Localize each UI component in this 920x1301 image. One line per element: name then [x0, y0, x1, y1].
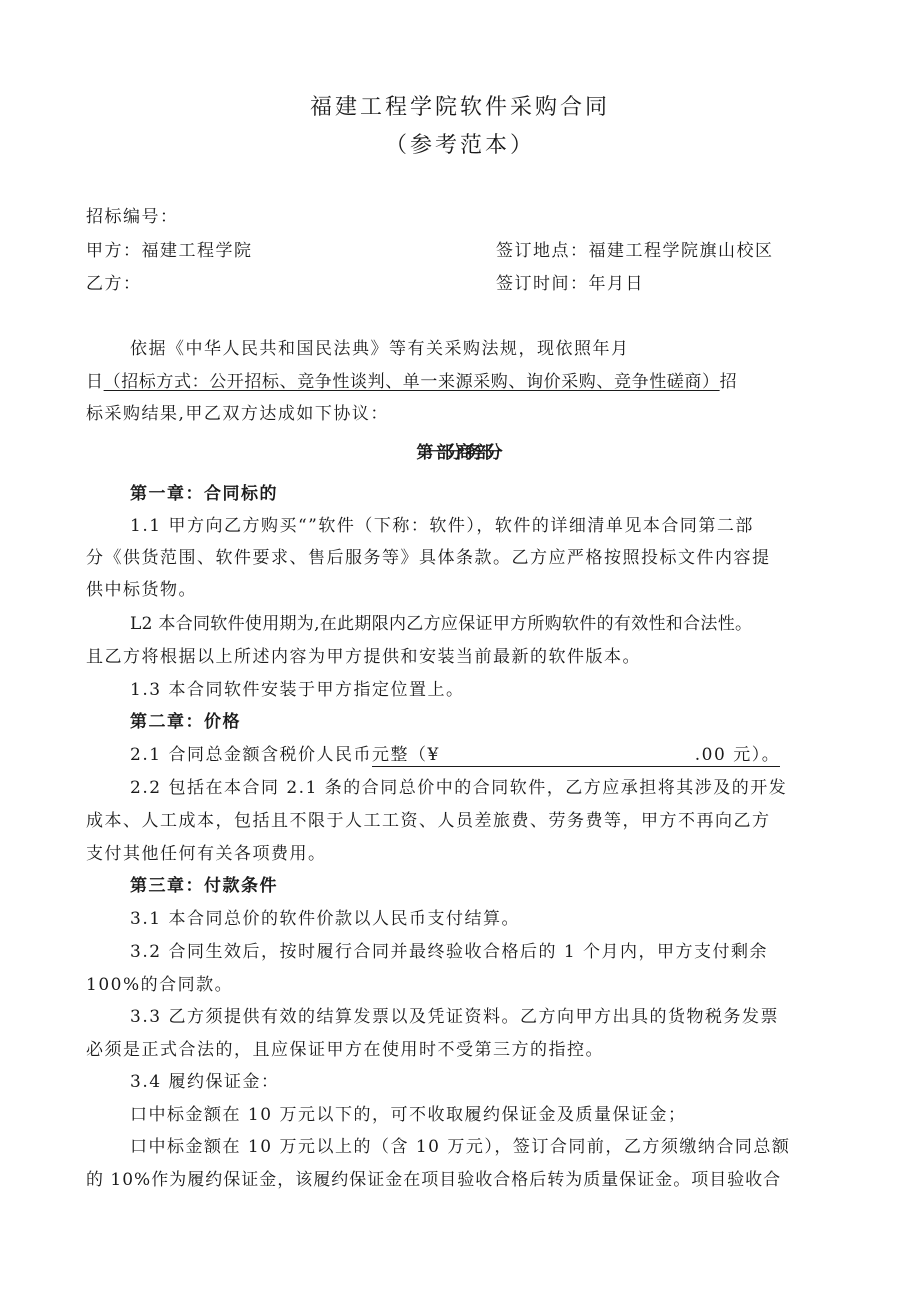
intro-line-1: 依据《中华人民共和国民法典》等有关采购法规，现依照年月	[130, 339, 630, 359]
clause-3-3-line-1: 3.3 乙方须提供有效的结算发票以及凭证资料。乙方向甲方出具的货物税务发票	[130, 1007, 779, 1027]
signing-place: 签订地点：福建工程学院旗山校区	[496, 241, 774, 261]
document-title: 福建工程学院软件采购合同	[309, 95, 610, 120]
signing-date: 签订时间：年月日	[496, 274, 644, 294]
clause-2-1	[130, 744, 780, 766]
bid-method-options: （招标方式：公开招标、竞争性谈判、单一来源采购、询价采购、竞争性磋商）	[103, 372, 720, 392]
total-amount-blank	[372, 745, 780, 767]
amount-currency: 元整（¥	[371, 745, 440, 765]
deposit-option-2-line-2: 的 10%作为履约保证金，该履约保证金在项目验收合格后转为质量保证金。项目验收合	[86, 1170, 782, 1190]
clause-2-2-line-2: 成本、人工成本，包括且不限于人工工资、人员差旅费、劳务费等，甲方不再向乙方	[86, 811, 771, 831]
party-a: 甲方：福建工程学院	[86, 241, 253, 261]
intro-line-3: 标采购结果,甲乙双方达成如下协议：	[86, 404, 389, 424]
clause-3-2-line-2: 100%的合同款。	[86, 975, 234, 995]
clause-1-2-line-2: 且乙方将根据以上所述内容为甲方提供和安装当前最新的软件版本。	[86, 647, 641, 667]
clause-3-4: 3.4 履约保证金：	[130, 1072, 280, 1092]
intro-day: 日	[86, 372, 104, 392]
clause-1-1-line-1: 1.1 甲方向乙方购买“”软件（下称：软件），软件的详细清单见本合同第二部	[130, 516, 754, 536]
amount-decimal: .00 元）。	[694, 745, 781, 765]
clause-3-1: 3.1 本合同总价的软件价款以人民币支付结算。	[130, 909, 520, 929]
intro-line-2-end: 招	[719, 372, 738, 392]
clause-2-2-line-1: 2.2 包括在本合同 2.1 条的合同总价中的合同软件，乙方应承担将其涉及的开发	[130, 778, 788, 798]
party-b: 乙方：	[86, 274, 142, 294]
clause-1-1-line-3: 供中标货物。	[86, 580, 197, 600]
clause-3-2-line-1: 3.2 合同生效后，按时履行合同并最终验收合格后的 1 个月内，甲方支付剩余	[130, 942, 769, 962]
intro-line-2	[86, 371, 737, 393]
clause-2-2-line-3: 支付其他任何有关各项费用。	[86, 844, 327, 864]
clause-1-1-line-2: 分《供货范围、软件要求、售后服务等》具体条款。乙方应严格按照投标文件内容提	[86, 548, 771, 568]
clause-1-2-line-1: L2 本合同软件使用期为,在此期限内乙方应保证甲方所购软件的有效性和合法性。	[130, 614, 753, 634]
chapter-2-heading: 第二章：价格	[130, 712, 241, 732]
deposit-option-1: 口中标金额在 10 万元以下的，可不收取履约保证金及质量保证金；	[130, 1105, 687, 1125]
part-one-heading: 第一部分商务部分	[416, 443, 496, 463]
clause-2-1-text: 2.1 合同总金额含税价人民币	[130, 745, 372, 765]
chapter-3-heading: 第三章：付款条件	[130, 876, 278, 896]
chapter-1-heading: 第一章：合同标的	[130, 484, 278, 504]
clause-1-3: 1.3 本合同软件安装于甲方指定位置上。	[130, 680, 465, 700]
document-subtitle: （参考范本）	[384, 133, 535, 158]
bid-number-label: 招标编号：	[86, 207, 179, 227]
clause-3-3-line-2: 必须是正式合法的，且应保证甲方在使用时不受第三方的指控。	[86, 1040, 604, 1060]
deposit-option-2-line-1: 口中标金额在 10 万元以上的（含 10 万元），签订合同前，乙方须缴纳合同总额	[130, 1137, 791, 1157]
